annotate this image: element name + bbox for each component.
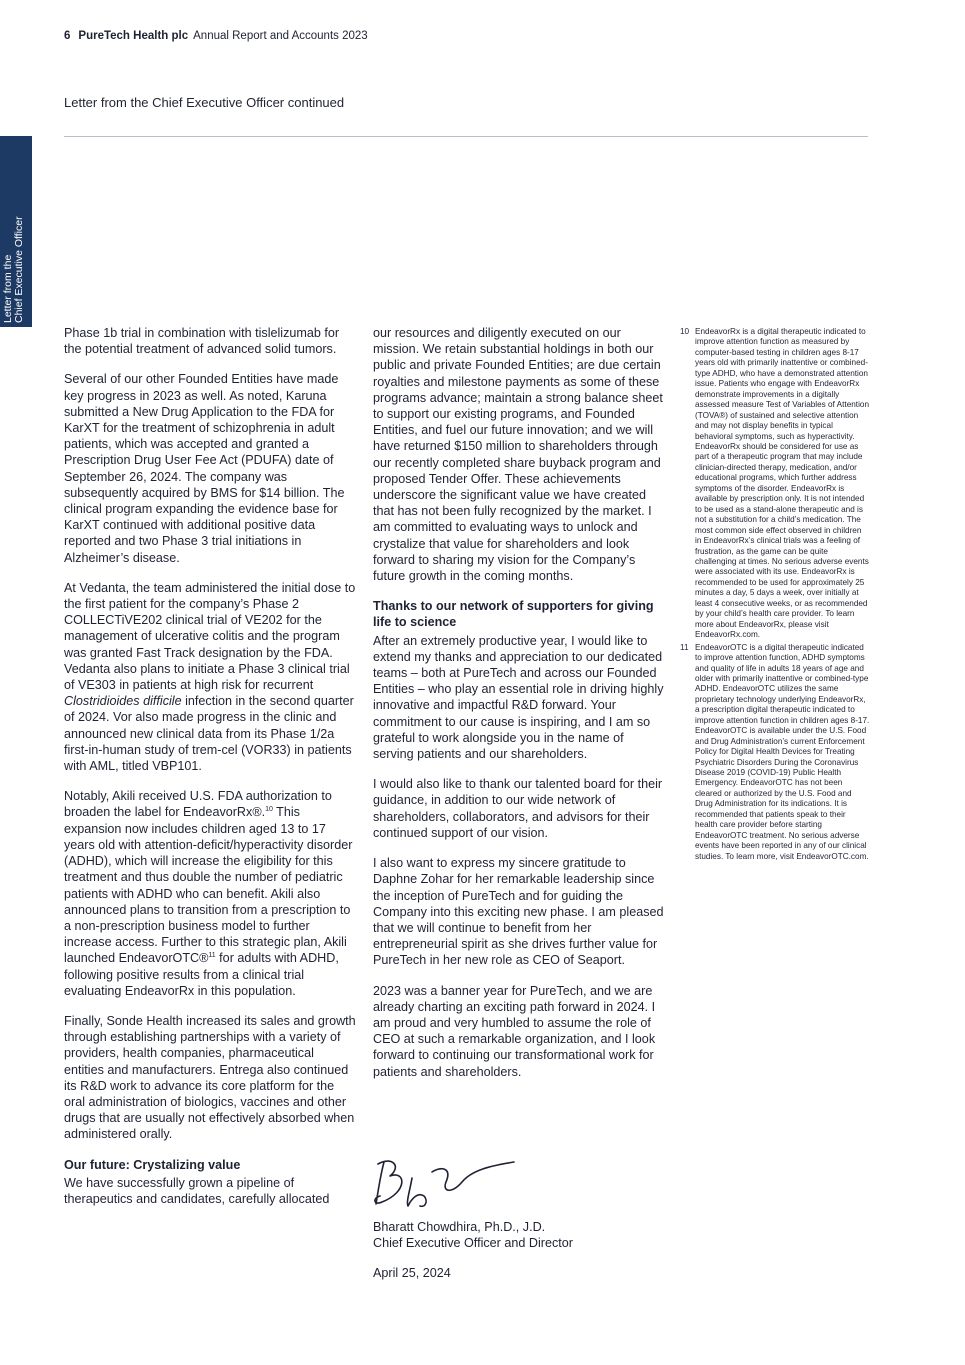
section-heading: Thanks to our network of supporters for giving life to science <box>373 599 654 630</box>
paragraph: 2023 was a banner year for PureTech, and we are already charting an exciting path forward in 2024. I am proud and very humbled to assume the role of CEO at such a remarkable organization, and I look forward to continuing our transformational work for patients and shareholders. <box>373 983 656 1079</box>
italic-term: Clostridioides difficile <box>64 694 182 709</box>
text-column-1 <box>64 325 356 1221</box>
paragraph: our resources and diligently executed on our mission. We retain substantial holdings in both our public and private Founded Entities; are due certain royalties and milestone payments as some of these programs advance; maintain a strong balance sheet to support our existing programs, and Founded Entities, and fuel our future innovation; and we will have returned $150 million to shareholders through our recently completed share buyback program and proposed Tender Offer. These achievements underscore the significant value we have created that has not been fully recognized by the market. I am committed to evaluating ways to unlock and crystalize that value for shareholders and look forward to sharing my vision for the Company’s future growth in the coming months. <box>373 326 663 584</box>
page-number: 6 <box>64 30 71 42</box>
signature <box>372 1152 522 1216</box>
page-header <box>64 30 368 42</box>
side-tab-label <box>3 143 25 323</box>
side-section-tab[interactable] <box>0 136 32 327</box>
paragraph: At Vedanta, the team administered the initial dose to the first patient for the company’s Phase 2 COLLECTiVE202 clinical trial of VE202 for the management of ulcerative colitis and the program was granted Fast Track designation by the FDA. Vedanta also plans to initiate a Phase 3 clinical trial of VE303 in patients at high risk for recurrent Clostridioides difficile infection in the second quarter of 2024. Vor also made progress in the clinic and announced new clinical data from its Phase 1/2a first-in-human study of trem-cel (VOR33) in patients with AML, titled VBP101. <box>64 580 356 774</box>
paragraph: After an extremely productive year, I would like to extend my thanks and appreciation to our dedicated teams – both at PureTech and across our Founded Entities – who play an essential role in driving highly innovative and impactful R&D forward. Your commitment to our cause is inspiring, and I am so grateful to work alongside you in the name of serving patients and our shareholders. <box>373 633 664 762</box>
signatory-name: Bharatt Chowdhira, Ph.D., J.D. <box>373 1220 546 1234</box>
signatory-title: Chief Executive Officer and Director <box>373 1236 573 1250</box>
text-column-2 <box>373 325 665 1094</box>
report-title: Annual Report and Accounts 2023 <box>193 30 368 42</box>
section-heading: Our future: Crystalizing value <box>64 1157 241 1172</box>
paragraph: We have successfully grown a pipeline of therapeutics and candidates, carefully allocated <box>64 1175 330 1206</box>
side-tab-line2: Chief Executive Officer <box>13 216 25 323</box>
footnote-text: EndeavorRx is a digital therapeutic indicated to improve attention function as measured by computer-based testing in children ages 8-17 years old with primarily inattentive or combined-type ADHD, who have a demonstrated attention issue. Patients who engage with EndeavorRx demonstrate improvements in a digitally assessed measure Test of Variables of Attention (TOVA®) of sustained and selective attention and may not display benefits in typical behavioral symptoms, such as hyperactivity. EndeavorRx should be considered for use as part of a therapeutic program that may include clinician-directed therapy, medication, and/or educational programs, which further address symptoms of the disorder. EndeavorRx is available by prescription only. It is not intended to be used as a stand-alone therapeutic and is not a substitution for a child’s medication. The most common side effect observed in children in EndeavorRx’s clinical trials was a feeling of frustration, as the game can be quite challenging at times. No serious adverse events were associated with its use. EndeavorRx is recommended to be used for approximately 25 minutes a day, 5 days a week, over initially at least 4 consecutive weeks, or as recommended by your child’s health care provider. To learn more about EndeavorRx, please visit EndeavorRx.com. <box>695 327 870 640</box>
side-tab-line1: Letter from the <box>2 254 14 323</box>
footnote-text: EndeavorOTC is a digital therapeutic indicated to improve attention function, ADHD symptoms and quality of life in adults 18 years of age and older with primarily inattentive or combined-type ADHD. EndeavorOTC utilizes the same proprietary technology underlying EndeavorRx, a prescription digital therapeutic indicated to improve attention function in children ages 8-17. EndeavorOTC is available under the U.S. Food and Drug Administration’s current Enforcement Policy for Digital Health Devices for Treating Psychiatric Disorders During the Coronavirus Disease 2019 (COVID-19) Public Health Emergency. EndeavorOTC has not been cleared or authorized by the U.S. Food and Drug Administration for its indications. It is recommended that patients speak to their health care provider before starting EndeavorOTC treatment. No serious adverse events have been reported in any of our clinical studies. To learn more, visit EndeavorOTC.com. <box>695 642 870 861</box>
letter-date: April 25, 2024 <box>373 1266 451 1280</box>
paragraph: Notably, Akili received U.S. FDA authorization to broaden the label for EndeavorRx®.$^{10}$ This expansion now includes children aged 13 to 17 years old with attention-deficit/hyperactivity disorder (ADHD), which will increase the eligibility for this treatment and thus double the number of pediatric patients with ADHD who can benefit. Akili also announced plans to transition from a prescription to a non-prescription business model to further increase access. Further to this strategic plan, Akili launched EndeavorOTC®$^{11}$ for adults with ADHD, following positive results from a clinical trial evaluating EndeavorRx in this population. <box>64 789 353 998</box>
footnotes <box>680 327 870 864</box>
paragraph: Several of our other Founded Entities have made key progress in 2023 as well. As noted, Karuna submitted a New Drug Application to the FDA for KarXT for the treatment of schizophrenia in adult patients, which was accepted and granted a Prescription Drug User Fee Act (PDUFA) date of September 26, 2024. The company was subsequently acquired by BMS for $14 billion. The clinical program expanding the evidence base for KarXT continued with additional positive data reported and two Phase 3 trial initiations in Alzheimer’s disease. <box>64 372 345 565</box>
footnote-item <box>680 327 870 641</box>
paragraph: I also want to express my sincere gratitude to Daphne Zohar for her remarkable leadership since the inception of PureTech and for guiding the Company into this exciting new phase. I am pleased that we will continue to benefit from her entrepreneurial spirit as she drives further value for PureTech in her new role as CEO of Seaport. <box>373 856 664 968</box>
company-name: PureTech Health plc <box>78 30 189 42</box>
header-divider <box>64 136 868 137</box>
section-subheading: Letter from the Chief Executive Officer continued <box>64 95 345 110</box>
footnote-item <box>680 643 870 863</box>
footnote-ref[interactable]: 10 <box>265 806 273 814</box>
footnote-ref[interactable]: 11 <box>208 952 216 960</box>
paragraph: Phase 1b trial in combination with tislelizumab for the potential treatment of advanced solid tumors. <box>64 326 340 357</box>
footnote-number: 10 <box>680 327 690 336</box>
paragraph: I would also like to thank our talented board for their guidance, in addition to our wide network of shareholders, collaborators, and advisors for their continued support of our vision. <box>373 777 663 840</box>
paragraph: Finally, Sonde Health increased its sales and growth through establishing partnerships with a variety of providers, health companies, pharmaceutical entities and manufacturers. Entrega also continued its R&D work to advance its core platform for the oral administration of biologics, vaccines and other drugs that are usually not effectively absorbed when administered orally. <box>64 1013 356 1142</box>
footnote-number: 11 <box>680 642 689 652</box>
